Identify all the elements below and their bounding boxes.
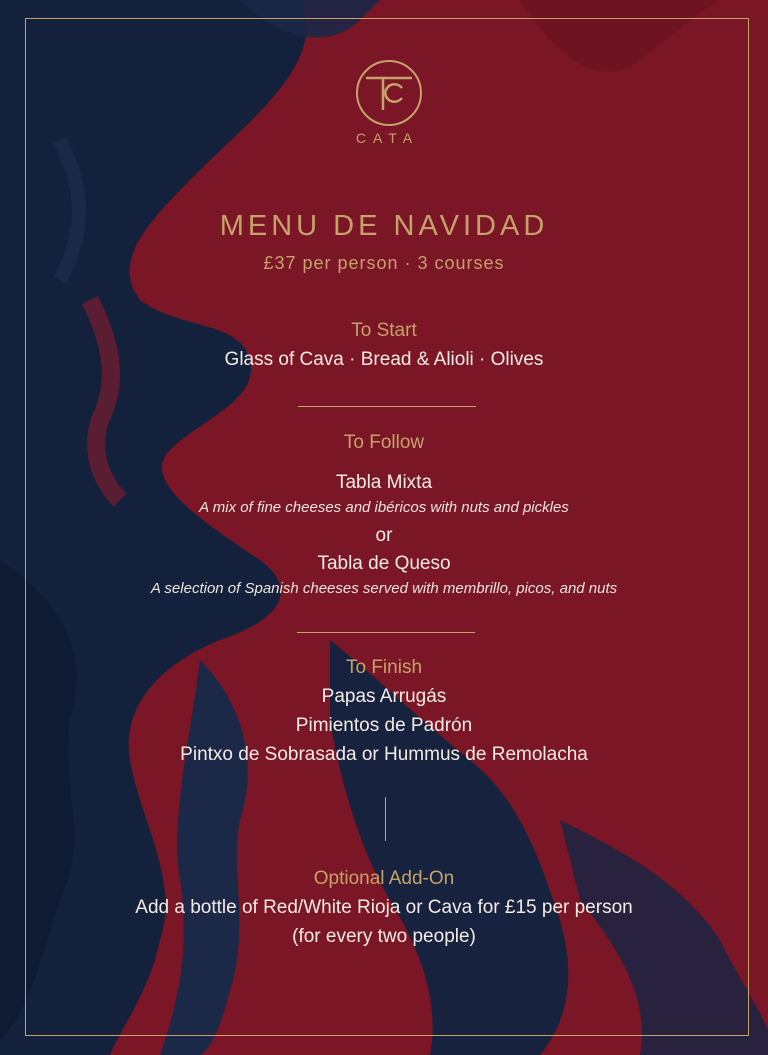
addon-offer: Add a bottle of Red/White Rioja or Cava for £15 per person bbox=[135, 897, 633, 918]
follow-or-label: or bbox=[375, 525, 393, 546]
start-items: Glass of Cava · Bread & Alioli · Olives bbox=[224, 349, 544, 370]
price-subtitle: £37 per person · 3 courses bbox=[263, 253, 505, 273]
section-divider bbox=[297, 632, 475, 633]
follow-option-2-description: A selection of Spanish cheeses served with membrillo, picos, and nuts bbox=[150, 580, 618, 597]
section-heading-follow: To Follow bbox=[343, 432, 425, 453]
section-divider bbox=[298, 406, 476, 407]
section-heading-addon: Optional Add-On bbox=[313, 868, 455, 889]
cata-logo-icon bbox=[352, 58, 426, 128]
follow-option-2-name: Tabla de Queso bbox=[317, 553, 451, 574]
finish-item: Pimientos de Padrón bbox=[295, 715, 473, 736]
vertical-divider bbox=[385, 797, 386, 841]
addon-note: (for every two people) bbox=[292, 926, 476, 947]
finish-item: Papas Arrugás bbox=[321, 686, 447, 707]
menu-title: MENU DE NAVIDAD bbox=[219, 210, 549, 242]
follow-option-1-description: A mix of fine cheeses and ibéricos with nuts and pickles bbox=[199, 499, 569, 516]
finish-item: Pintxo de Sobrasada or Hummus de Remolacha bbox=[180, 744, 588, 765]
follow-option-1-name: Tabla Mixta bbox=[335, 472, 433, 493]
section-heading-start: To Start bbox=[351, 320, 417, 341]
brand-name: CATA bbox=[355, 130, 420, 146]
section-heading-finish: To Finish bbox=[345, 657, 423, 678]
